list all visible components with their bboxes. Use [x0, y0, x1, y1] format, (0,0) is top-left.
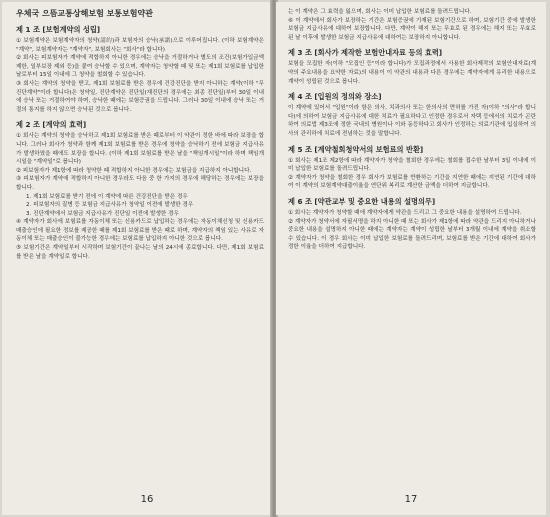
article-2-list	[16, 193, 264, 219]
article-2-para-2: ② 피보험자가 제1항에 따라 청약한 때 적합하지 아니한 경우에는 보험금을 지급하지 아니합니다.	[16, 167, 252, 174]
article-1-heading: 제 1 조 [보험계약의 성립]	[16, 25, 101, 34]
document-title: 우체국 으뜸교통상해보험 보통보험약관	[16, 9, 153, 18]
article-2-item-3: 3. 진단계약에서 보험금 지급사유가 진단일 이전에 발생한 경우	[26, 210, 179, 217]
article-2-para-3: ③ 피보험자가 계약에 적합하지 아니한 경우라도 다음 중 한 가지의 경우에 해당하는 경우에는 보장을 합니다.	[16, 176, 264, 191]
article-4-para-1: 이 계약에 있어서 "입원"이라 함은 의사, 치과의사 또는 한의사의 면허를 가진 자(이하 "의사"라 합니다)에 의하여 보험금 지급사유에 대한 치료가 필요하다고 인정한 경우로서 자택 등에서의 치료가 곤란하여 의료법 제3조에 정한 국내의 병원이나 이와 동등하다고 회사가 인정하는 의료기관에 입실하여 의사의 관리하에 치료에 전념하는 것을 말합니다.	[288, 105, 536, 137]
continued-para-1: 는 이 계약은 그 효력을 잃으며, 회사는 이미 납입한 보험료를 돌려드립니다.	[288, 9, 472, 15]
article-2-item-1: 1. 제1회 보험료를 받기 전에 이 계약에 따른 건강진단을 받은 경우	[26, 193, 188, 200]
article-2-para-5: ⑤ 보험기간은 계약일부터 시작하며 보험기간이 끝나는 날의 24시에 종료합니다. 다만, 제1회 보험료를 받은 날을 계약일로 합니다.	[16, 245, 264, 260]
page-number-right: 17	[404, 494, 418, 505]
left-page	[2, 2, 272, 515]
article-6-para-1: ① 회사는 계약자가 청약할 때에 계약자에게 약관을 드리고 그 중요한 내용을 설명하여 드립니다.	[288, 209, 522, 216]
article-6-para-2: ② 계약자가 청약서에 자필서명을 하지 아니한 때 또는 회사가 제1항에 따라 약관을 드리지 아니하거나 중요한 내용을 설명하지 아니한 때에는 계약자는 계약이 성립한 날부터 3개월 이내에 계약을 취소할 수 있습니다. 이 경우 회사는 이미 납입한 보험료를 돌려드리며, 보험료를 받은 기간에 대하여 회사가 정한 이율을 더하여 지급합니다.	[288, 218, 536, 251]
article-1-para-3: ③ 회사는 계약의 청약을 받고, 제1회 보험료를 받은 경우에 건강진단을 받지 아니하는 계약(이하 "무진단계약"이라 합니다)은 청약일, 진단계약은 진단일(재진단의 경우에는 최종 진단일)부터 30일 이내에 승낙 또는 거절하여야 하며, 승낙한 때에는 보험증권을 드립니다. 그러나 30일 이내에 승낙 또는 거절의 통지를 하지 않으면 승낙된 것으로 봅니다.	[16, 80, 264, 113]
article-6-heading: 제 6 조 [약관교부 및 중요한 내용의 설명의무]	[288, 196, 436, 206]
page-number-left: 16	[140, 494, 154, 505]
article-2-para-1: ① 회사는 계약의 청약을 승낙하고 제1회 보험료를 받은 때로부터 이 약관이 정한 바에 따라 보장을 합니다. 그러나 회사가 청약과 함께 제1회 보험료를 받은 경우에 청약을 승낙하기 전에 보험금 지급사유가 발생하였을 때에도 보장을 합니다. (이하 제1회 보험료를 받은 날을 "책임개시일"이라 하며 책임개시일을 "계약일"로 봅니다)	[16, 133, 264, 166]
article-4-heading: 제 4 조 [입원의 정의와 장소]	[288, 92, 382, 102]
article-5-para-2: ② 계약자가 청약을 철회한 경우 회사가 보험료를 반환하는 기간을 지연한 때에는 지연된 기간에 대하여 이 계약의 보험계약대출이율을 연단위 복리로 계산한 금액을 더하여 지급합니다.	[288, 174, 536, 190]
right-page	[276, 2, 546, 515]
article-5-para-1: ① 회사는 제1조 제2항에 따라 계약자가 청약을 철회한 경우에는 철회를 접수한 날부터 3일 이내에 이미 납입한 보험료를 돌려드립니다.	[288, 157, 536, 173]
article-3-heading: 제 3 조 [회사가 제작한 보험안내자료 등의 효력]	[288, 48, 443, 58]
article-1-para-2: ② 회사는 피보험자가 계약에 적합하지 아니한 경우에는 승낙을 거절하거나 별도의 조건(보험가입금액 제한, 일부보장 제외 등)을 붙여 승낙할 수 있으며, 계약자는 청약할 때 및 또는 제1회 보험료를 납입한 날로부터 15일 이내에 그 청약을 철회할 수 있습니다.	[16, 55, 264, 79]
article-2-para-4: ④ 계약자가 회사에 보험료를 자동이체 또는 신용카드로 납입하는 경우에는 자동이체신청 및 신용카드매출승인에 필요한 정보를 제공한 때를 제1회 보험료를 받은 때로 하며, 계약자의 책임 있는 사유로 자동이체 또는 매출승인이 불가능한 경우에는 보험료를 납입하지 아니한 것으로 봅니다.	[16, 219, 264, 243]
article-3-para-1: 보험을 모집한 자(이하 "모집인 등"이라 합니다)가 모집과정에서 사용한 회사제작의 보험안내자료(계약의 주요내용을 요약한 자료)의 내용이 이 약관의 내용과 다른 경우에는 계약자에게 유리한 내용으로 계약이 성립된 것으로 봅니다.	[288, 61, 536, 85]
article-2-item-2: 2. 피보험자의 질병 등 보험금 지급사유가 청약일 이전에 발생한 경우	[26, 202, 194, 209]
article-5-heading: 제 5 조 [계약철회청약서의 보험료의 반환]	[288, 144, 424, 154]
continued-para-2: ⑥ 이 계약에서 회사가 보장하는 기간은 보험증권에 기재된 보험기간으로 하며, 보험기간 중에 발생한 보험금 지급사유에 대하여 보장합니다. 다만, 계약이 해지 또는 무효로 된 경우에는 해지 또는 무효로 된 날 이후에 발생한 보험금 지급사유에 대하여는 보장하지 아니합니다.	[288, 17, 536, 41]
article-1-para-1: ① 보험계약은 보험계약자의 청약(請約)과 보험자의 승낙(承諾)으로 이루어집니다. (이하 보험계약은 "계약", 보험계약자는 "계약자", 보험회사는 "회사"라 합니다)	[16, 38, 264, 53]
article-2-heading: 제 2 조 [계약의 효력]	[16, 120, 87, 130]
